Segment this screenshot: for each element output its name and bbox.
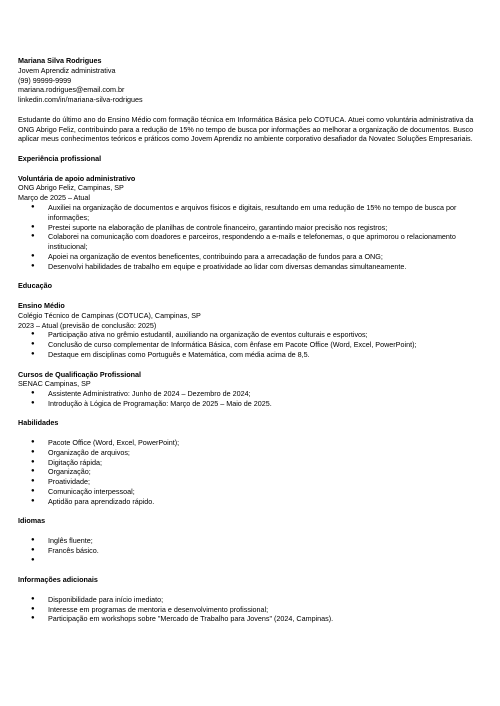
list-item: ● Interesse em programas de mentoria e desenvolvimento profissional; (18, 605, 484, 615)
list-item: ● Destaque em disciplinas como Português e Matemática, com média acima de 8,5. (18, 350, 484, 360)
experience-period: Março de 2025 – Atual (18, 193, 90, 203)
list-item (18, 556, 484, 566)
experience-org: ONG Abrigo Feliz, Campinas, SP (18, 183, 124, 193)
list-item: ● Proatividade; (18, 477, 484, 487)
list-item: ● Participação ativa no grêmio estudantil, auxiliando na organização de eventos culturais e esportivos; (18, 330, 484, 340)
list-item: ● Conclusão de curso complementar de Informática Básica, com ênfase em Pacote Office (Word, Excel, PowerPoint); (18, 340, 484, 350)
list-item: ● Aptidão para aprendizado rápido. (18, 497, 484, 507)
list-item: ● Inglês fluente; (18, 536, 484, 546)
experience-heading: Experiência profissional (18, 153, 102, 163)
skills-heading: Habilidades (18, 418, 59, 428)
list-item: ● Auxiliei na organização de documentos e arquivos físicos e digitais, resultando em uma redução de 15% no tempo de busca por informações; (18, 203, 484, 223)
list-item: ● Participação em workshops sobre "Mercado de Trabalho para Jovens" (2024, Campinas). (18, 614, 484, 624)
list-item: ● Organização; (18, 467, 484, 477)
list-item: ● Assistente Administrativo: Junho de 2024 – Dezembro de 2024; (18, 389, 484, 399)
list-item: ● Francês básico. (18, 546, 484, 556)
skills-list (18, 438, 484, 507)
list-item: ● Pacote Office (Word, Excel, PowerPoint); (18, 438, 484, 448)
list-item: ● Digitação rápida; (18, 458, 484, 468)
additional-list (18, 595, 484, 624)
list-item: ● Organização de arquivos; (18, 448, 484, 458)
school-period: 2023 – Atual (previsão de conclusão: 2025) (18, 320, 157, 330)
list-item: ● Disponibilidade para início imediato; (18, 595, 484, 605)
education-heading: Educação (18, 281, 52, 291)
candidate-name: Mariana Silva Rodrigues (18, 56, 102, 65)
summary-paragraph: Estudante do último ano do Ensino Médio com formação técnica em Informática Básica pelo COTUCA. Atuei como voluntária administrativa da ONG Abrigo Feliz, contribuindo para a redução de 15% no tempo de busca por informações ao melhorar a organização de documentos. Busco aplicar meus conhecimentos teóricos e práticos como Jovem Aprendiz no ambiente corporativo desafiador da Novatec Soluções Empresariais. (18, 114, 474, 144)
languages-heading: Idiomas (18, 516, 46, 526)
school-name: Colégio Técnico de Campinas (COTUCA), Campinas, SP (18, 310, 201, 320)
candidate-email: mariana.rodrigues@email.com.br (18, 85, 125, 95)
candidate-linkedin: linkedin.com/in/mariana-silva-rodrigues (18, 95, 143, 105)
school-list (18, 330, 484, 359)
list-item: ● Apoiei na organização de eventos beneficentes, contribuindo para a arrecadação de fundos para a ONG; (18, 252, 484, 262)
list-item: ● Colaborei na comunicação com doadores e parceiros, respondendo a e-mails e telefonemas, o que aprimorou o relacionamento institucional; (18, 232, 484, 252)
courses-title: Cursos de Qualificação Profissional (18, 369, 142, 379)
courses-org: SENAC Campinas, SP (18, 379, 91, 389)
list-item: ● Desenvolvi habilidades de trabalho em equipe e proatividade ao lidar com diversas demandas simultaneamente. (18, 262, 484, 272)
languages-list (18, 536, 484, 565)
experience-title: Voluntária de apoio administrativo (18, 173, 136, 183)
additional-heading: Informações adicionais (18, 575, 98, 585)
list-item: ● Prestei suporte na elaboração de planilhas de controle financeiro, garantindo maior precisão nos registros; (18, 223, 484, 233)
school-title: Ensino Médio (18, 300, 65, 310)
list-item: ● Introdução à Lógica de Programação: Março de 2025 – Maio de 2025. (18, 399, 484, 409)
resume-page (18, 56, 484, 624)
candidate-phone: (99) 99999-9999 (18, 75, 72, 85)
list-item: ● Comunicação interpessoal; (18, 487, 484, 497)
candidate-role: Jovem Aprendiz administrativa (18, 65, 116, 75)
courses-list (18, 389, 484, 409)
resume-header (18, 56, 484, 105)
experience-list (18, 203, 484, 272)
